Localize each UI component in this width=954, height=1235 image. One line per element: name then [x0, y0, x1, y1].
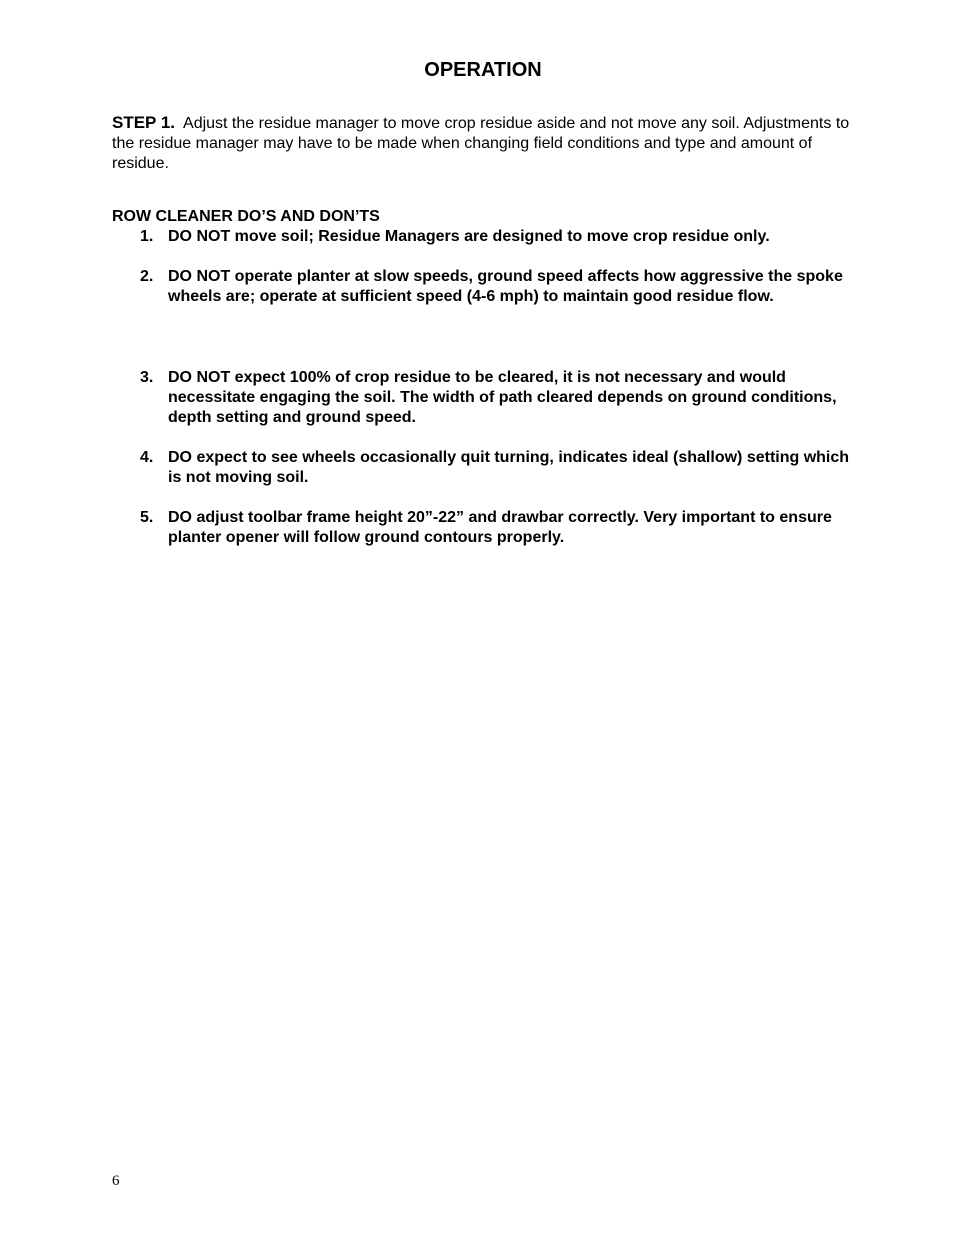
rule-item [140, 508, 852, 548]
section-heading: ROW CLEANER DO’S AND DON’TS [112, 208, 380, 225]
step-text: Adjust the residue manager to move crop residue aside and not move any soil. Adjustments to the residue manager may have to be made when changing field conditions and type and amount of residue. [112, 115, 850, 172]
rule-item [140, 448, 852, 488]
rule-text: DO NOT operate planter at slow speeds, ground speed affects how aggressive the spoke wheels are; operate at sufficient speed (4-6 mph) to maintain good residue flow. [168, 268, 843, 305]
rule-text: DO expect to see wheels occasionally quit turning, indicates ideal (shallow) setting which is not moving soil. [168, 449, 850, 486]
rule-text: DO NOT move soil; Residue Managers are designed to move crop residue only. [168, 228, 770, 245]
step-paragraph [112, 113, 852, 174]
rule-item [140, 227, 852, 247]
rule-item [140, 368, 852, 428]
rule-text: DO adjust toolbar frame height 20”-22” and drawbar correctly. Very important to ensure planter opener will follow ground contours properly. [168, 509, 832, 546]
rule-number: 2. [140, 268, 154, 285]
rule-text: DO NOT expect 100% of crop residue to be cleared, it is not necessary and would necessitate engaging the soil. The width of path cleared depends on ground conditions, depth setting and ground speed. [168, 369, 837, 426]
page-title: OPERATION [424, 59, 542, 81]
rule-item [140, 267, 852, 307]
rule-number: 1. [140, 228, 154, 245]
rule-number: 4. [140, 449, 154, 466]
rule-number: 3. [140, 369, 154, 386]
page-number: 6 [112, 1173, 120, 1189]
rule-number: 5. [140, 509, 154, 526]
step-label: STEP 1. [112, 113, 175, 132]
